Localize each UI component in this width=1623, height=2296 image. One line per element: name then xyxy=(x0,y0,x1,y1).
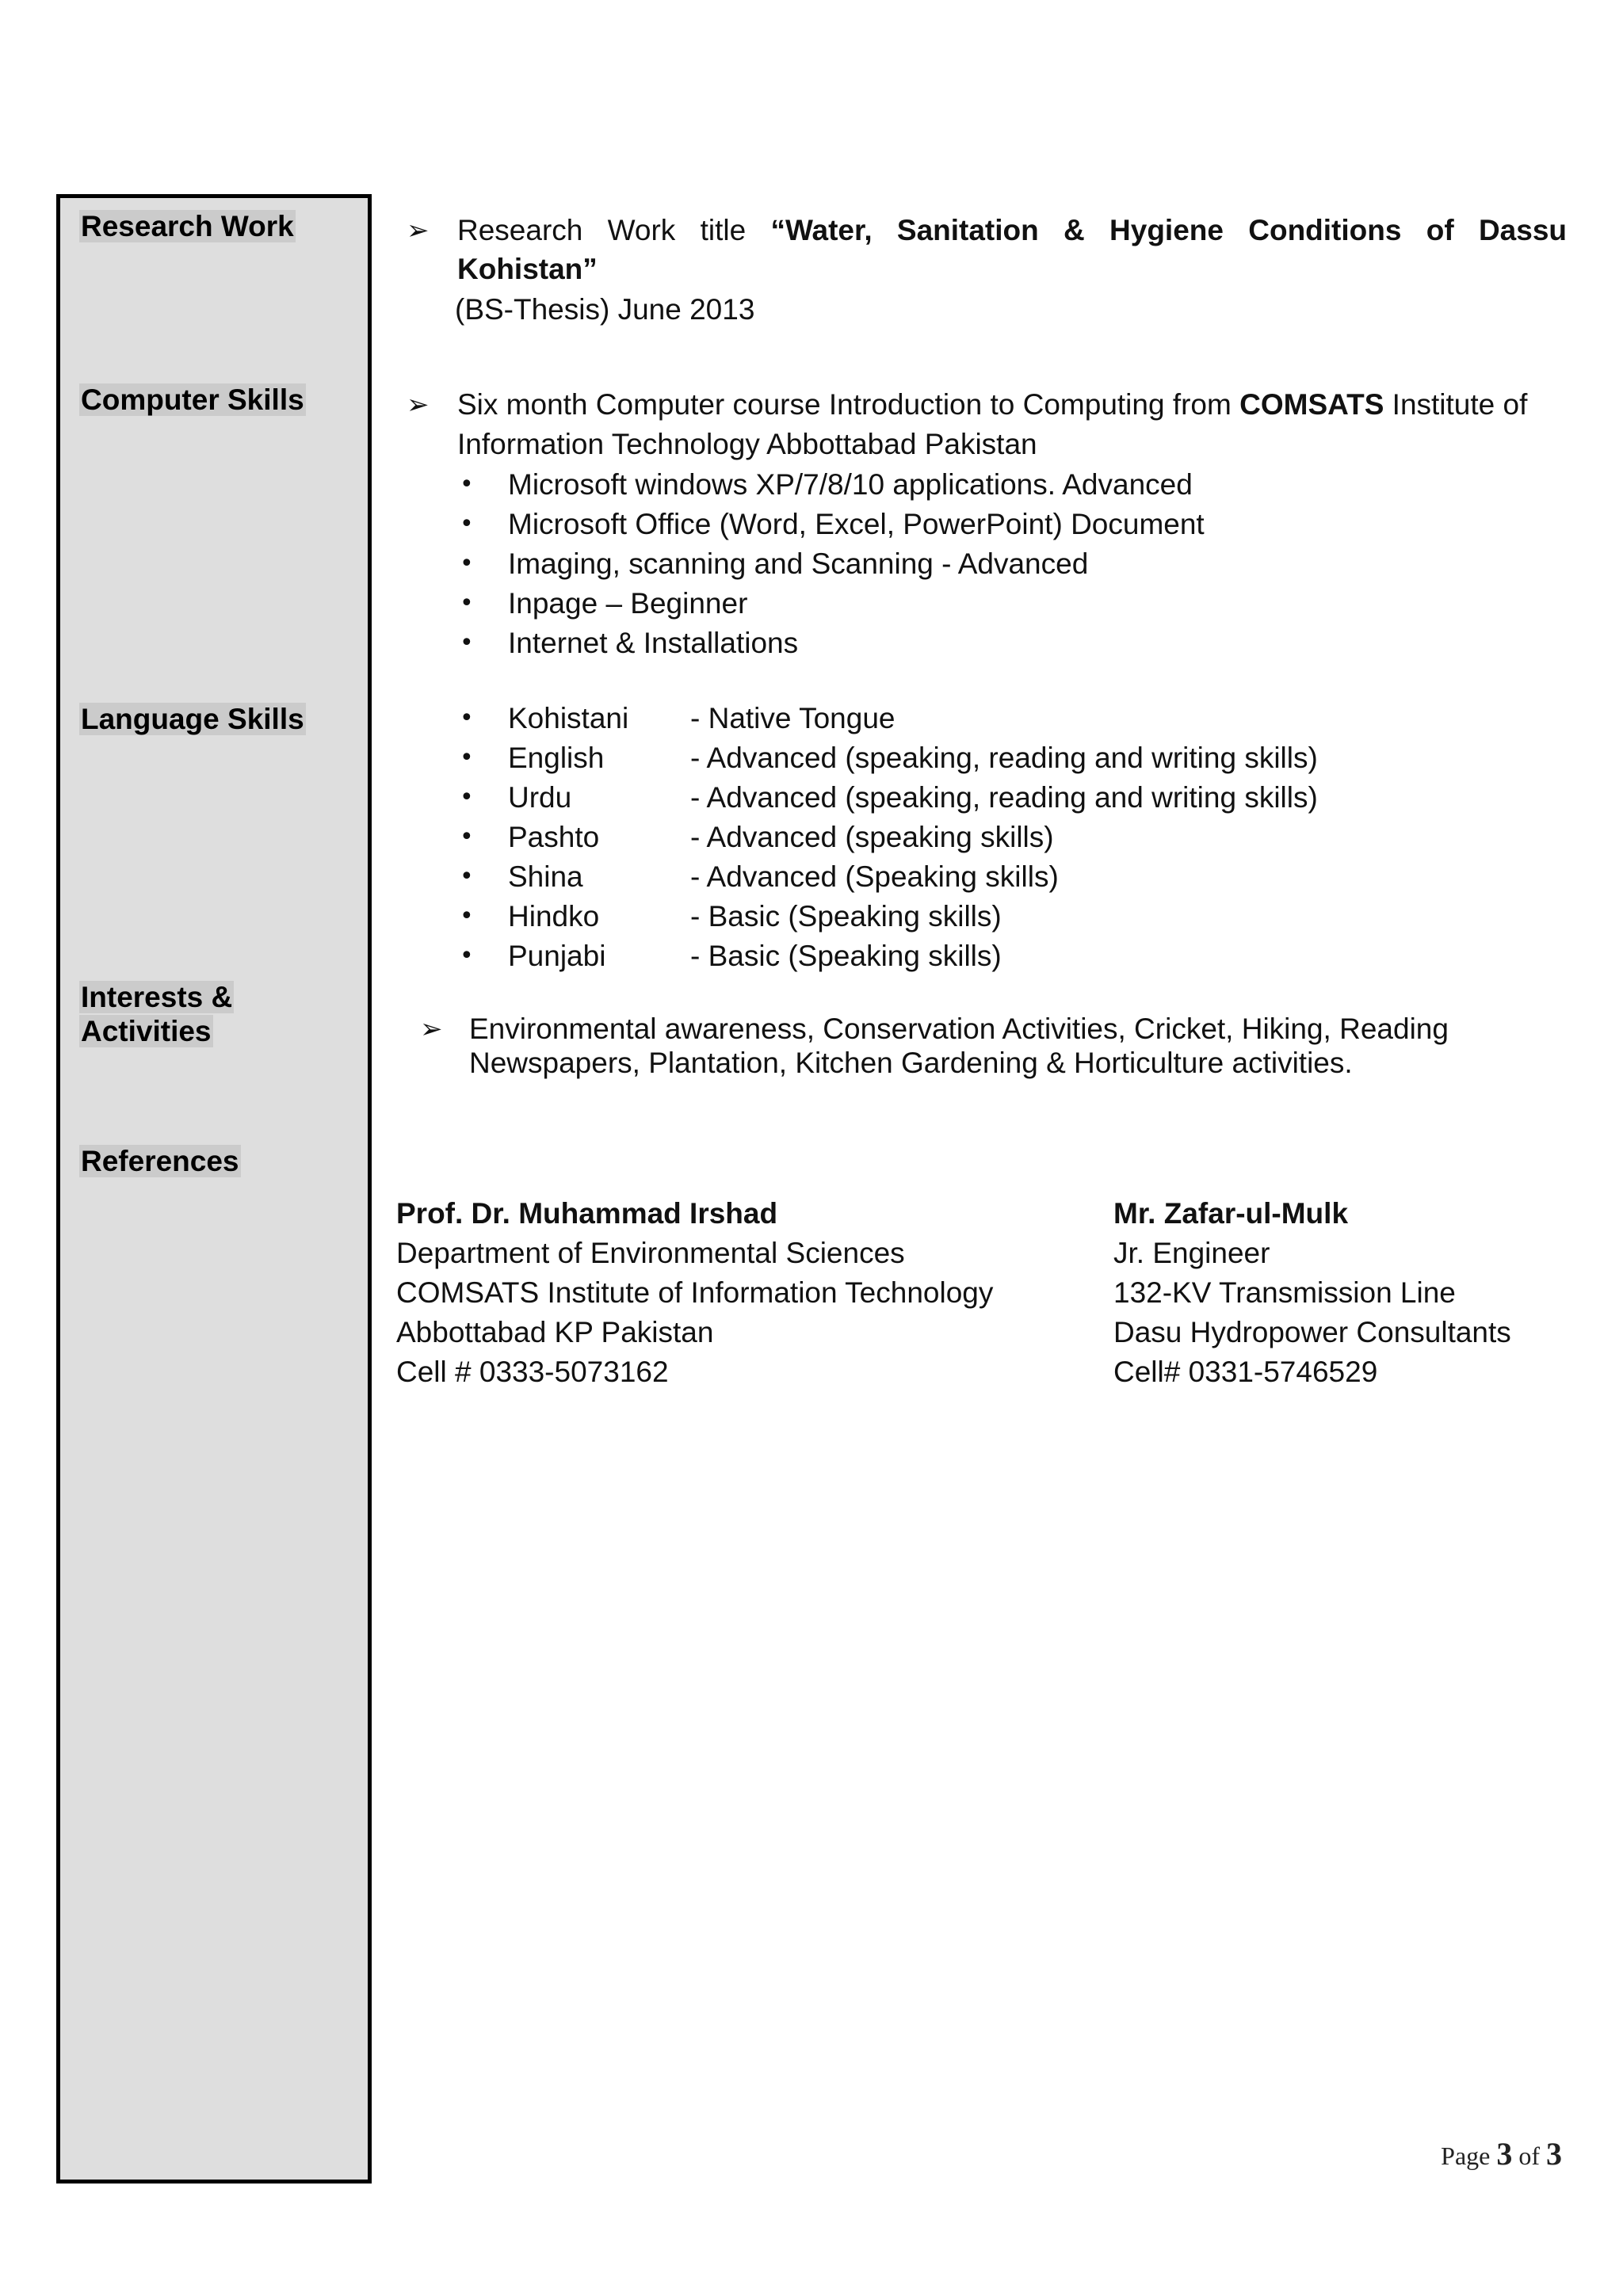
section-label-research: Research Work xyxy=(81,210,294,242)
dot-bullet-icon: • xyxy=(460,471,474,498)
reference-detail: COMSATS Institute of Information Technology xyxy=(396,1276,994,1309)
language-name: Shina xyxy=(508,860,583,893)
computer-skill-item: Internet & Installations xyxy=(508,627,799,659)
language-name: Kohistani xyxy=(508,702,629,734)
language-level: - Basic (Speaking skills) xyxy=(690,940,1002,972)
computer-skill-item: Microsoft Office (Word, Excel, PowerPoint) Document xyxy=(508,508,1205,540)
computer-skill-item: Imaging, scanning and Scanning - Advanced xyxy=(508,547,1089,580)
arrow-bullet-icon: ➢ xyxy=(407,215,430,246)
language-name: Pashto xyxy=(508,821,600,853)
dot-bullet-icon: • xyxy=(460,863,474,891)
dot-bullet-icon: • xyxy=(460,550,474,578)
research-title-word: & xyxy=(1064,214,1085,246)
dot-bullet-icon: • xyxy=(460,510,474,538)
reference-detail: Dasu Hydropower Consultants xyxy=(1113,1316,1511,1348)
language-level: - Native Tongue xyxy=(690,702,896,734)
research-title-word: Sanitation xyxy=(896,214,1039,246)
language-level: - Advanced (Speaking skills) xyxy=(690,860,1059,893)
language-level: - Advanced (speaking, reading and writing skills) xyxy=(690,742,1318,774)
research-title-word: Dassu xyxy=(1478,214,1567,246)
interests-line-1: Environmental awareness, Conservation Activities, Cricket, Hiking, Reading xyxy=(469,1013,1449,1045)
reference-detail: Abbottabad KP Pakistan xyxy=(396,1316,714,1348)
reference-detail: Cell # 0333-5073162 xyxy=(396,1356,669,1388)
dot-bullet-icon: • xyxy=(460,902,474,930)
reference-detail: 132-KV Transmission Line xyxy=(1113,1276,1456,1309)
language-level: - Basic (Speaking skills) xyxy=(690,900,1002,933)
research-title-line xyxy=(457,211,1567,250)
page-number: Page 3 of 3 xyxy=(1441,2136,1562,2172)
dot-bullet-icon: • xyxy=(460,823,474,851)
research-title-word: Conditions xyxy=(1248,214,1402,246)
research-title-word: of xyxy=(1426,214,1454,246)
language-level: - Advanced (speaking, reading and writing skills) xyxy=(690,781,1318,814)
arrow-bullet-icon: ➢ xyxy=(420,1013,443,1045)
dot-bullet-icon: • xyxy=(460,589,474,617)
dot-bullet-icon: • xyxy=(460,704,474,732)
section-label-references: References xyxy=(81,1145,239,1177)
dot-bullet-icon: • xyxy=(460,784,474,811)
research-title-cont: Kohistan” xyxy=(457,253,598,285)
language-name: Urdu xyxy=(508,781,572,814)
reference-detail: Cell# 0331-5746529 xyxy=(1113,1356,1378,1388)
arrow-bullet-icon: ➢ xyxy=(407,389,430,421)
reference-detail: Department of Environmental Sciences xyxy=(396,1237,905,1269)
section-label-computer: Computer Skills xyxy=(81,383,304,416)
sidebar-panel xyxy=(56,194,372,2183)
reference-detail: Jr. Engineer xyxy=(1113,1237,1270,1269)
computer-course-intro: Six month Computer course Introduction to Computing from COMSATS Institute of xyxy=(457,388,1528,421)
reference-name: Prof. Dr. Muhammad Irshad xyxy=(396,1197,778,1230)
dot-bullet-icon: • xyxy=(460,629,474,657)
computer-skill-item: Inpage – Beginner xyxy=(508,587,748,620)
computer-course-intro-cont: Information Technology Abbottabad Pakistan xyxy=(457,428,1037,460)
interests-line-2: Newspapers, Plantation, Kitchen Gardening & Horticulture activities. xyxy=(469,1047,1353,1079)
section-label-language: Language Skills xyxy=(81,703,304,735)
dot-bullet-icon: • xyxy=(460,942,474,970)
language-name: English xyxy=(508,742,605,774)
research-title-word: title xyxy=(700,214,747,246)
research-degree: (BS-Thesis) June 2013 xyxy=(455,293,755,326)
language-name: Hindko xyxy=(508,900,600,933)
reference-name: Mr. Zafar-ul-Mulk xyxy=(1113,1197,1349,1230)
research-title-word: Hygiene xyxy=(1109,214,1224,246)
section-label-interests: Interests & Activities xyxy=(81,981,233,1047)
dot-bullet-icon: • xyxy=(460,744,474,772)
language-name: Punjabi xyxy=(508,940,606,972)
research-title-word: “Water, xyxy=(770,214,873,246)
computer-skill-item: Microsoft windows XP/7/8/10 applications. Advanced xyxy=(508,468,1193,501)
research-title-word: Work xyxy=(607,214,676,246)
language-level: - Advanced (speaking skills) xyxy=(690,821,1054,853)
research-title-word: Research xyxy=(457,214,583,246)
